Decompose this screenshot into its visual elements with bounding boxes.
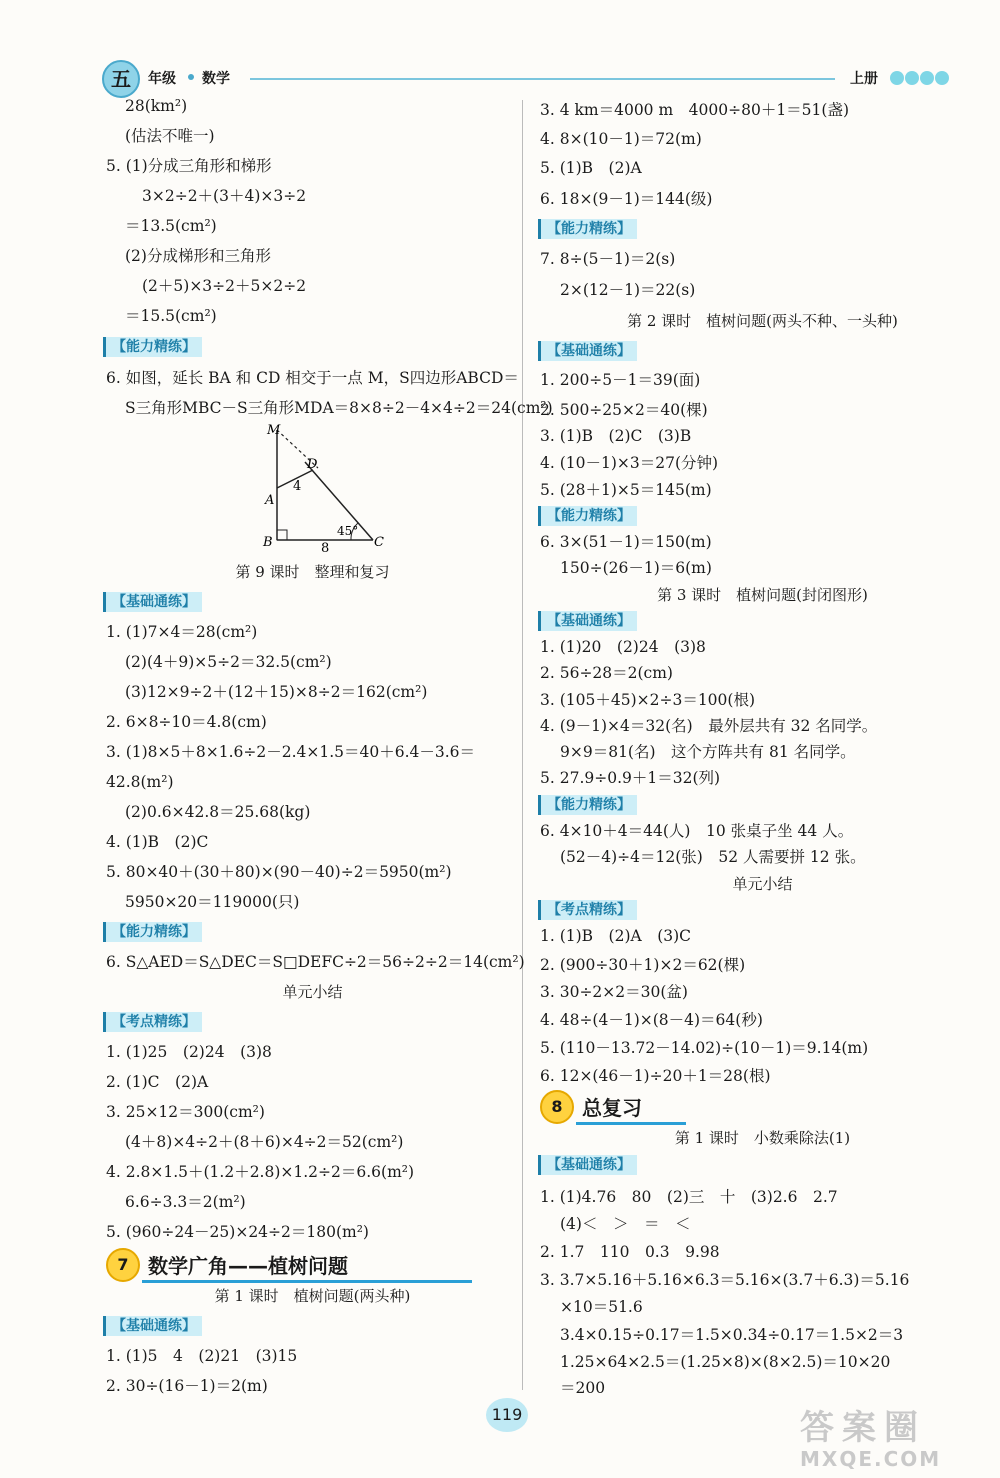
text-line: 1. (1)B (2)A (3)C: [540, 927, 692, 945]
lesson-title: 第 2 课时 植树问题(两头不种、一头种): [627, 312, 898, 330]
text-line: 3×2÷2＋(3＋4)×3÷2: [142, 187, 307, 205]
lesson-title: 第 1 课时 植树问题(两头种): [214, 1287, 411, 1305]
text-line: 4. (9－1)×4＝32(名) 最外层共有 32 名同学。: [540, 717, 878, 735]
text-line: 5. 80×40＋(30＋80)×(90－40)÷2＝5950(m²): [106, 863, 452, 881]
text-line: 2. 30÷(16－1)＝2(m): [106, 1377, 268, 1395]
section-tag: 【考点精练】: [538, 900, 637, 920]
chapter-underline: [142, 1280, 472, 1283]
chapter-number: 8: [540, 1090, 574, 1124]
text-line: ×10＝51.6: [560, 1298, 643, 1316]
text-line: 6. S△AED＝S△DEC＝S□DEFC÷2＝56÷2÷2＝14(cm²): [106, 953, 525, 971]
header-decoration: [890, 70, 950, 89]
text-line: 1. (1)5 4 (2)21 (3)15: [106, 1347, 298, 1365]
text-line: (2＋5)×3÷2＋5×2÷2: [142, 277, 307, 295]
side-bc-label: 8: [321, 541, 330, 555]
text-line: 5. 27.9÷0.9＋1＝32(列): [540, 769, 721, 787]
watermark-bottom: MXQE.COM: [800, 1447, 942, 1471]
header-rule: [250, 78, 835, 80]
text-line: (4＋8)×4÷2＋(8＋6)×4÷2＝52(cm²): [125, 1133, 404, 1151]
text-line: 6. 18×(9－1)＝144(级): [540, 190, 713, 208]
text-line: 1. (1)7×4＝28(cm²): [106, 623, 258, 641]
text-line: (2)(4＋9)×5÷2＝32.5(cm²): [125, 653, 332, 671]
text-line: 1. 200÷5－1＝39(面): [540, 371, 701, 389]
text-line: 5. (28＋1)×5＝145(m): [540, 481, 712, 499]
text-line: 3. (1)B (2)C (3)B: [540, 427, 692, 445]
vertex-m-label: M: [267, 423, 281, 438]
vertex-c-label: C: [374, 535, 384, 550]
text-line: (2)0.6×42.8＝25.68(kg): [125, 803, 311, 821]
volume-label: 上册: [850, 71, 878, 87]
text-line: 2. (1)C (2)A: [106, 1073, 209, 1091]
text-line: 4. (1)B (2)C: [106, 833, 209, 851]
vertex-b-label: B: [263, 535, 273, 550]
text-line: ＝15.5(cm²): [125, 307, 217, 325]
text-line: (4)＜ ＞ ＝ ＜: [560, 1215, 691, 1233]
chapter-underline: [576, 1122, 686, 1125]
text-line: 7. 8÷(5－1)＝2(s): [540, 250, 676, 268]
chapter-title: 数学广角——植树问题: [148, 1254, 348, 1278]
text-line: 5. (1)分成三角形和梯形: [106, 157, 272, 175]
text-line: 6. 4×10＋4＝44(人) 10 张桌子坐 44 人。: [540, 822, 854, 840]
text-line: (3)12×9÷2＋(12＋15)×8÷2＝162(cm²): [125, 683, 428, 701]
watermark-logo: [800, 1400, 941, 1471]
text-line: 9×9＝81(名) 这个方阵共有 81 名同学。: [560, 743, 856, 761]
watermark-top: 答案圈: [800, 1408, 926, 1448]
subject-label: 数学: [202, 71, 230, 87]
text-line: 1. (1)25 (2)24 (3)8: [106, 1043, 272, 1061]
text-line: 2. 1.7 110 0.3 9.98: [540, 1243, 720, 1261]
text-line: 4. 2.8×1.5＋(1.2＋2.8)×1.2÷2＝6.6(m²): [106, 1163, 415, 1181]
text-line: S三角形MBC－S三角形MDA＝8×8÷2－4×4÷2＝24(cm²): [125, 399, 553, 417]
text-line: 1. (1)20 (2)24 (3)8: [540, 638, 706, 656]
text-line: 3. 30÷2×2＝30(盆): [540, 983, 688, 1001]
section-tag: 【考点精练】: [103, 1012, 202, 1032]
text-line: 5. (960÷24－25)×24÷2＝180(m²): [106, 1223, 369, 1241]
text-line: 3. (1)8×5＋8×1.6÷2－2.4×1.5＝40＋6.4－3.6＝: [106, 743, 476, 761]
text-line: (2)分成梯形和三角形: [125, 247, 271, 265]
text-line: 3. 25×12＝300(cm²): [106, 1103, 265, 1121]
text-line: 6. 3×(51－1)＝150(m): [540, 533, 712, 551]
lesson-title: 第 1 课时 小数乘除法(1): [674, 1129, 851, 1147]
grade-badge: 五: [102, 60, 140, 98]
text-line: 6.6÷3.3＝2(m²): [125, 1193, 246, 1211]
text-line: 3. 3.7×5.16＋5.16×6.3＝5.16×(3.7＋6.3)＝5.16: [540, 1271, 910, 1289]
unit-summary-title: 单元小结: [282, 983, 343, 1001]
text-line: (52－4)÷4＝12(张) 52 人需要拼 12 张。: [560, 848, 866, 866]
text-line: 5. (1)B (2)A: [540, 159, 642, 177]
text-line: 5. (110－13.72－14.02)÷(10－1)＝9.14(m): [540, 1039, 869, 1057]
vertex-a-label: A: [265, 493, 275, 508]
text-line: 28(km²): [125, 97, 188, 115]
text-line: 4. (10－1)×3＝27(分钟): [540, 454, 719, 472]
section-tag: 【基础通练】: [538, 341, 637, 361]
text-line: 4. 8×(10－1)＝72(m): [540, 130, 702, 148]
section-tag: 【基础通练】: [538, 1155, 637, 1175]
side-ad-label: 4: [293, 479, 302, 494]
lesson-title: 第 9 课时 整理和复习: [235, 563, 390, 581]
text-line: 150÷(26－1)＝6(m): [560, 559, 712, 577]
text-line: 42.8(m²): [106, 773, 174, 791]
text-line: 1. (1)4.76 80 (2)三 十 (3)2.6 2.7: [540, 1188, 838, 1206]
text-line: 1.25×64×2.5＝(1.25×8)×(8×2.5)＝10×20: [560, 1353, 891, 1371]
text-line: 6. 如图，延长 BA 和 CD 相交于一点 M，S四边形ABCD＝: [106, 369, 519, 387]
section-tag: 【基础通练】: [103, 1316, 202, 1336]
grade-label: 年级: [148, 71, 176, 87]
section-tag: 【能力精练】: [538, 219, 637, 239]
section-tag: 【能力精练】: [538, 795, 637, 815]
page-number: 119: [486, 1398, 528, 1432]
section-tag: 【基础通练】: [103, 592, 202, 612]
text-line: ＝13.5(cm²): [125, 217, 217, 235]
text-line: 2. 56÷28＝2(cm): [540, 664, 673, 682]
column-divider: [522, 100, 523, 1390]
text-line: 5950×20＝119000(只): [125, 893, 300, 911]
text-line: (估法不唯一): [125, 127, 215, 145]
angle-label: 45°: [337, 524, 359, 538]
text-line: 2. (900÷30＋1)×2＝62(棵): [540, 956, 746, 974]
geometry-figure: [255, 420, 395, 555]
vertex-d-label: D: [307, 457, 318, 472]
section-tag: 【能力精练】: [103, 337, 202, 357]
lesson-title: 第 3 课时 植树问题(封闭图形): [657, 586, 868, 604]
chapter-number: 7: [106, 1248, 140, 1282]
text-line: 3. (105＋45)×2÷3＝100(根): [540, 691, 755, 709]
text-line: 2. 500÷25×2＝40(棵): [540, 401, 708, 419]
section-tag: 【能力精练】: [538, 506, 637, 526]
text-line: 6. 12×(46－1)÷20＋1＝28(根): [540, 1067, 771, 1085]
text-line: 2×(12－1)＝22(s): [560, 281, 696, 299]
text-line: ＝200: [560, 1379, 606, 1397]
chapter-title: 总复习: [582, 1096, 642, 1120]
text-line: 3.4×0.15÷0.17＝1.5×0.34÷0.17＝1.5×2＝3: [560, 1326, 904, 1344]
text-line: 4. 48÷(4－1)×(8－4)＝64(秒): [540, 1011, 763, 1029]
section-tag: 【能力精练】: [103, 922, 202, 942]
unit-summary-title: 单元小结: [732, 875, 793, 893]
separator-dot: [188, 74, 194, 80]
section-tag: 【基础通练】: [538, 611, 637, 631]
text-line: 3. 4 km＝4000 m 4000÷80＋1＝51(盏): [540, 101, 850, 119]
text-line: 2. 6×8÷10＝4.8(cm): [106, 713, 267, 731]
page-header: [100, 58, 960, 98]
